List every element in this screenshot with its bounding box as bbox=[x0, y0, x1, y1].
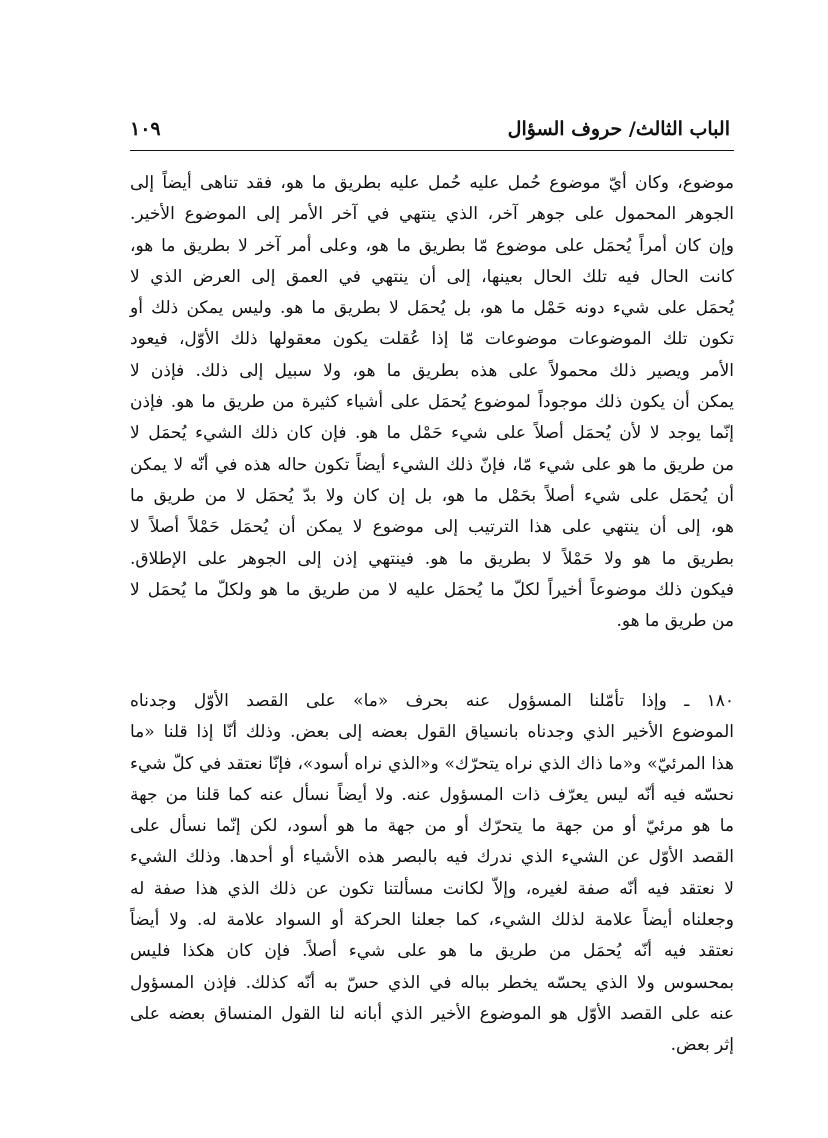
chapter-title: الباب الثالث/ حروف السؤال bbox=[507, 118, 730, 140]
text-line: وجعلناه أيضاً علامة لذلك الشيء، كما جعلنا الحركة أو السواد علامة له. ولا أيضاً bbox=[130, 910, 734, 931]
text-line: ١٨٠ ـ وإذا تأمّلنا المسؤول عنه بحرف «ما» على القصد الأوّل وجدناه bbox=[130, 691, 734, 711]
text-line: وإن كان أمراً يُحمَل على موضوع مّا بطريق ما هو، وعلى أمر آخر لا بطريق ما هو، bbox=[130, 235, 734, 256]
text-line: نعتقد فيه أنّه يُحمَل من طريق ما هو على شيء أصلاً. فإن كان هكذا فليس bbox=[130, 941, 734, 962]
text-line: من طريق ما هو. bbox=[616, 611, 734, 632]
text-line: بمحسوس ولا الذي يحسّه يخطر بباله في الذي حسّ به أنّه كذلك. فإذن المسؤول bbox=[130, 972, 734, 993]
text-line: نحسّه فيه أنّه ليس يعرّف ذات المسؤول عنه. ولا أيضاً نسأل عنه كما قلنا من جهة bbox=[130, 784, 734, 805]
text-line: كانت الحال فيه تلك الحال بعينها، إلى أن ينتهي في العمق إلى العرض الذي لا bbox=[130, 266, 734, 287]
header-divider bbox=[130, 150, 734, 151]
text-line: عنه على القصد الأوّل هو الموضوع الأخير الذي أبانه لنا القول المنساق بعضه على bbox=[130, 1003, 734, 1024]
text-line: لا نعتقد فيه أنّه صفة لغيره، وإلاّ لكانت مسألتنا تكون عن ذلك الذي هذا صفة له bbox=[130, 878, 734, 899]
running-header bbox=[130, 116, 730, 148]
text-line: تكون تلك الموضوعات موضوعات مّا إذا عُقلت يكون معقولها ذلك الأوّل، فيعود bbox=[130, 329, 734, 350]
text-line: ما هو مرئيّ أو من جهة ما يتحرّك أو من جهة ما هو أسود، لكن إنّما نسأل على bbox=[130, 816, 734, 837]
text-line: الجوهر المحمول على جوهر آخر، الذي ينتهي في آخر الأمر إلى الموضوع الأخير. bbox=[130, 204, 734, 225]
text-line: من طريق ما هو على شيء مّا، فإنّ ذلك الشيء أيضاً تكون حاله هذه في أنّه لا يمكن bbox=[130, 454, 734, 475]
paragraph-2 bbox=[130, 686, 734, 1062]
text-line: هذا المرئيّ» و«ما ذاك الذي نراه يتحرّك» و«الذي نراه أسود»، فإنّا نعتقد في كلّ شيء bbox=[130, 753, 734, 774]
text-line: يُحمَل على شيء دونه حَمْل ما هو، بل يُحمَل لا بطريق ما هو. وليس يمكن ذلك أو bbox=[130, 298, 734, 319]
text-line: موضوع، وكان أيّ موضوع حُمل عليه حُمل عليه بطريق ما هو، فقد تناهى أيضاً إلى bbox=[130, 173, 734, 193]
text-line: يمكن أن يكون ذلك موجوداً لموضوع يُحمَل على أشياء كثيرة من طريق ما هو. فإذن bbox=[130, 392, 734, 413]
text-line: هو، إلى أن ينتهي على هذا الترتيب إلى موضوع لا يمكن أن يُحمَل حَمْلاً أصلاً لا bbox=[130, 517, 734, 538]
page-number: ١٠٩ bbox=[130, 118, 161, 140]
paragraph-1 bbox=[130, 168, 734, 637]
text-line: الأمر ويصير ذلك محمولاً على هذه بطريق ما هو، ولا سبيل إلى ذلك. فإذن لا bbox=[130, 360, 734, 381]
text-line: فيكون ذلك موضوعاً أخيراً لكلّ ما يُحمَل عليه لا من طريق ما هو ولكلّ ما يُحمَل لا bbox=[130, 579, 734, 600]
text-line: أن يُحمَل على شيء أصلاً بحَمْل ما هو، بل إن كان ولا بدّ يُحمَل لا من طريق ما bbox=[130, 485, 734, 506]
text-line: القصد الأوّل عن الشيء الذي ندرك فيه بالبصر هذه الأشياء أو أحدها. وذلك الشيء bbox=[130, 847, 734, 868]
text-line: بطريق ما هو ولا حَمْلاً لا بطريق ما هو. فينتهي إذن إلى الجوهر على الإطلاق. bbox=[130, 548, 734, 569]
text-line: الموضوع الأخير الذي وجدناه بانسياق القول بعضه إلى بعض. وذلك أنّا إذا قلنا «ما bbox=[130, 722, 734, 743]
text-line: إنّما يوجد لا لأن يُحمَل أصلاً على شيء حَمْل ما هو. فإن كان ذلك الشيء يُحمَل لا bbox=[130, 423, 734, 444]
text-line: إثر بعض. bbox=[670, 1035, 734, 1056]
